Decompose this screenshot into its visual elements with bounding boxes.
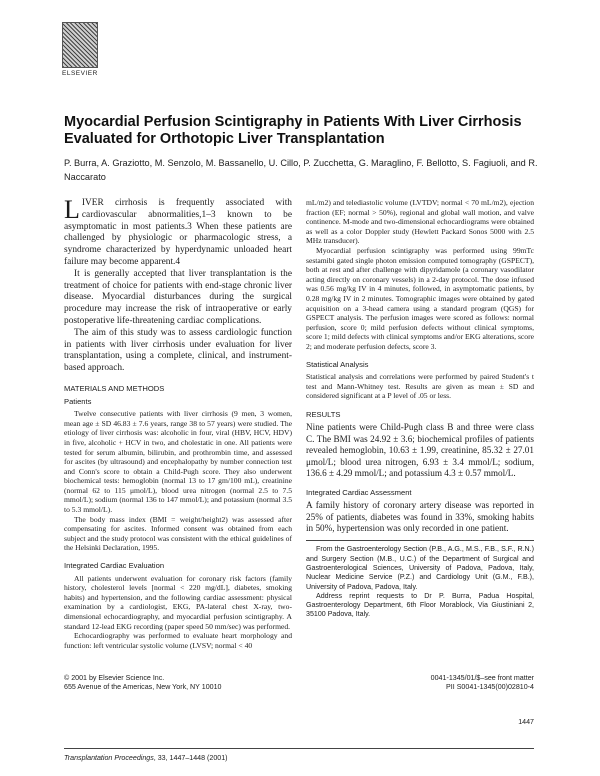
left-column [64,195,292,650]
article-title: Myocardial Perfusion Scintigraphy in Patients With Liver Cirrhosis Evaluated for Orthotopic Liver Transplantation [64,114,522,147]
intro-paragraph [64,195,292,269]
pii-block [354,674,534,692]
intro-paragraph-3: The aim of this study was to assess cardiologic function in patients with liver cirrhosis under evaluation for liver transplantation, using a complete, clinical, and instrument-based approach. [64,327,292,374]
footer-divider [64,748,534,749]
statistics-paragraph: Statistical analysis and correlations were performed by paired Student's t test and Mann-Whitney test. Results are given as mean ± SD and considered significant at a P level of .05 or less. [306,372,534,401]
intro-text: cirrhosis is frequently associated with cardiovascular abnormalities,1–3 known to be asymptomatic in most patients.3 When these patients are challenged by physiologic or pharmacologic stress, a syndrome characterized by hyperdynamic unloaded heart failure may become apparent.4 [64,198,292,267]
patients-paragraph-1: Twelve consecutive patients with liver cirrhosis (9 men, 3 women, mean age ± SD 46.83 ± 7.6 years, range 38 to 57 years) were studied. The etiology of liver cirrhosis was: alcoholic in four, viral (HBV, HCV, HDV) in five, alcoholic + HCV in two, and cholestatic in one. All patients were tested for serum albumin, bilirubin, and prothrombin time, and assessed for ascites (by ultrasound) and encephalopathy by number connection test and Conn's score to obtain a Child-Pugh score. They also underwent biochemical tests: hemoglobin (normal 13 to 17 gm/100 mL), creatinine (normal 62 to 115 μmol/L), blood urea nitrogen (normal 2.5 to 7.5 mmol/L); sodium (normal 136 to 147 mmol/L); and potassium (normal 3.5 to 5.3 mmol/L). [64,409,292,515]
right-column [306,198,534,620]
pii-line: PII S0041-1345(00)02810-4 [446,683,534,691]
patients-heading: Patients [64,396,92,406]
echo-paragraph-continued: mL/m2) and telediastolic volume (LVTDV; normal < 70 mL/m2), ejection fraction (EF; normal > 50%), regional and global wall motion, and valve continence. M-mode and two-dimensional echocardiograms were obtained as well as a color Doppler study (Hewlett Packard Sonos 5000 with 2.5 MHz transducer). [306,198,534,246]
journal-citation [64,754,364,762]
intro-smallcaps: IVER [81,198,104,208]
page-number: 1447 [518,718,534,726]
cardiac-evaluation-paragraph-2: Echocardiography was performed to evaluate heart morphology and function: left ventricular systolic volume (LVSV; normal < 40 [64,631,292,650]
drop-cap: L [64,195,80,224]
reprint-address: Address reprint requests to Dr P. Burra, Padua Hospital, Gastroenterology Department, 6th Floor Morablock, Via Giustiniani 2, 35100 Padova, Italy. [306,591,534,619]
issn-line: 0041-1345/01/$–see front matter [430,674,534,682]
cardiac-evaluation-heading: Integrated Cardiac Evaluation [64,561,165,571]
affiliation-text: From the Gastroenterology Section (P.B., A.G., M.S., F.B., S.F., R.N.) and Surgery Section (M.B., U.C.) of the Department of Surgical and Gastroenterological Sciences, University of Padova, Padova, Italy, Nuclear Medicine Service (P.Z.) and Cardiology Unit (G.M., F.B.), University of Padova, Padova, Italy. [306,545,534,591]
copyright-line: © 2001 by Elsevier Science Inc. [64,674,165,682]
author-list: P. Burra, A. Graziotto, M. Senzolo, M. Bassanello, U. Cillo, P. Zucchetta, G. Maraglino, F. Bellotto, S. Fagiuoli, and R. Naccarato [64,158,538,182]
cardiac-assessment-paragraph: A family history of coronary artery disease was reported in 25% of patients, diabetes was found in 33%, smoking habits in 50%, hypertension was only recorded in one patient. [306,500,534,533]
journal-name: Transplantation Proceedings [64,754,154,762]
results-paragraph: Nine patients were Child-Pugh class B and three were class C. The BMI was 24.92 ± 3.6; biochemical profiles of patients revealed hemoglobin, 10.63 ± 1.99, creatinine, 85.32 ± 27.01 μmol/L; blood urea nitrogen, 6.93 ± 3.4 mmol/L; sodium, 136.6 ± 4.29 mmol/L; and potassium 4.3 ± 0.57 mmol/L. [306,422,534,479]
elsevier-logo [62,22,102,78]
affiliation-divider [306,540,534,541]
intro-paragraph-2: It is generally accepted that liver transplantation is the treatment of choice for patients with end-stage chronic liver disease. Myocardial disturbances during the surgical procedure may increase the risk of intraoperative or early postoperative life-threatening cardiac complications. [64,268,292,326]
statistics-heading: Statistical Analysis [306,359,369,369]
cardiac-evaluation-paragraph-1: All patients underwent evaluation for coronary risk factors (family history, cholesterol levels [normal < 220 mg/dL], diabetes, smoking habits) and hypertension, and the following cardiac assessment: physical examination by a cardiologist, EKG, PA-lateral chest X-ray, two-dimensional echocardiography, and myocardial perfusion scintigraphy. A standard 12-lead EKG recording (paper speed 50 mm/sec) was performed. [64,573,292,631]
copyright-block [64,674,304,692]
cardiac-assessment-heading: Integrated Cardiac Assessment [306,487,412,497]
methods-heading: MATERIALS AND METHODS [64,383,165,393]
publisher-address: 655 Avenue of the Americas, New York, NY 10010 [64,683,222,691]
elsevier-tree-icon [62,22,98,68]
patients-paragraph-2: The body mass index (BMI = weight/height2) was assessed after compensating for ascites. Informed consent was obtained from each subject and the study protocol was consistent with the ethical guidelines of the Helsinki Declaration, 1995. [64,514,292,553]
results-heading: RESULTS [306,409,341,419]
citation-details: , 33, 1447–1448 (2001) [153,754,228,762]
scintigraphy-paragraph: Myocardial perfusion scintigraphy was performed using 99mTc sestamibi gated single photon emission computed tomography (GSPECT), both at rest and after challenge with dipyridamole (a coronary vasodilator acting directly on coronary vessels) in a 2-day protocol. The dose infused was 0.56 mg/kg IV in 4 minutes, followed, in asymptomatic patients, by 0.28 mg/kg IV in 2 minutes. Tomographic images were obtained by gated acquisition on a 3-head camera using a standard program (QGS) for GSPECT analysis. The perfusion images were scored as follows: normal perfusion, score 0; mild perfusion defects without clinical symptoms, score 1; mild defects with clinical symptoms and/or EKG alterations, score 2; and moderate perfusion defects, score 3. [306,245,534,351]
publisher-name: ELSEVIER [62,70,98,77]
